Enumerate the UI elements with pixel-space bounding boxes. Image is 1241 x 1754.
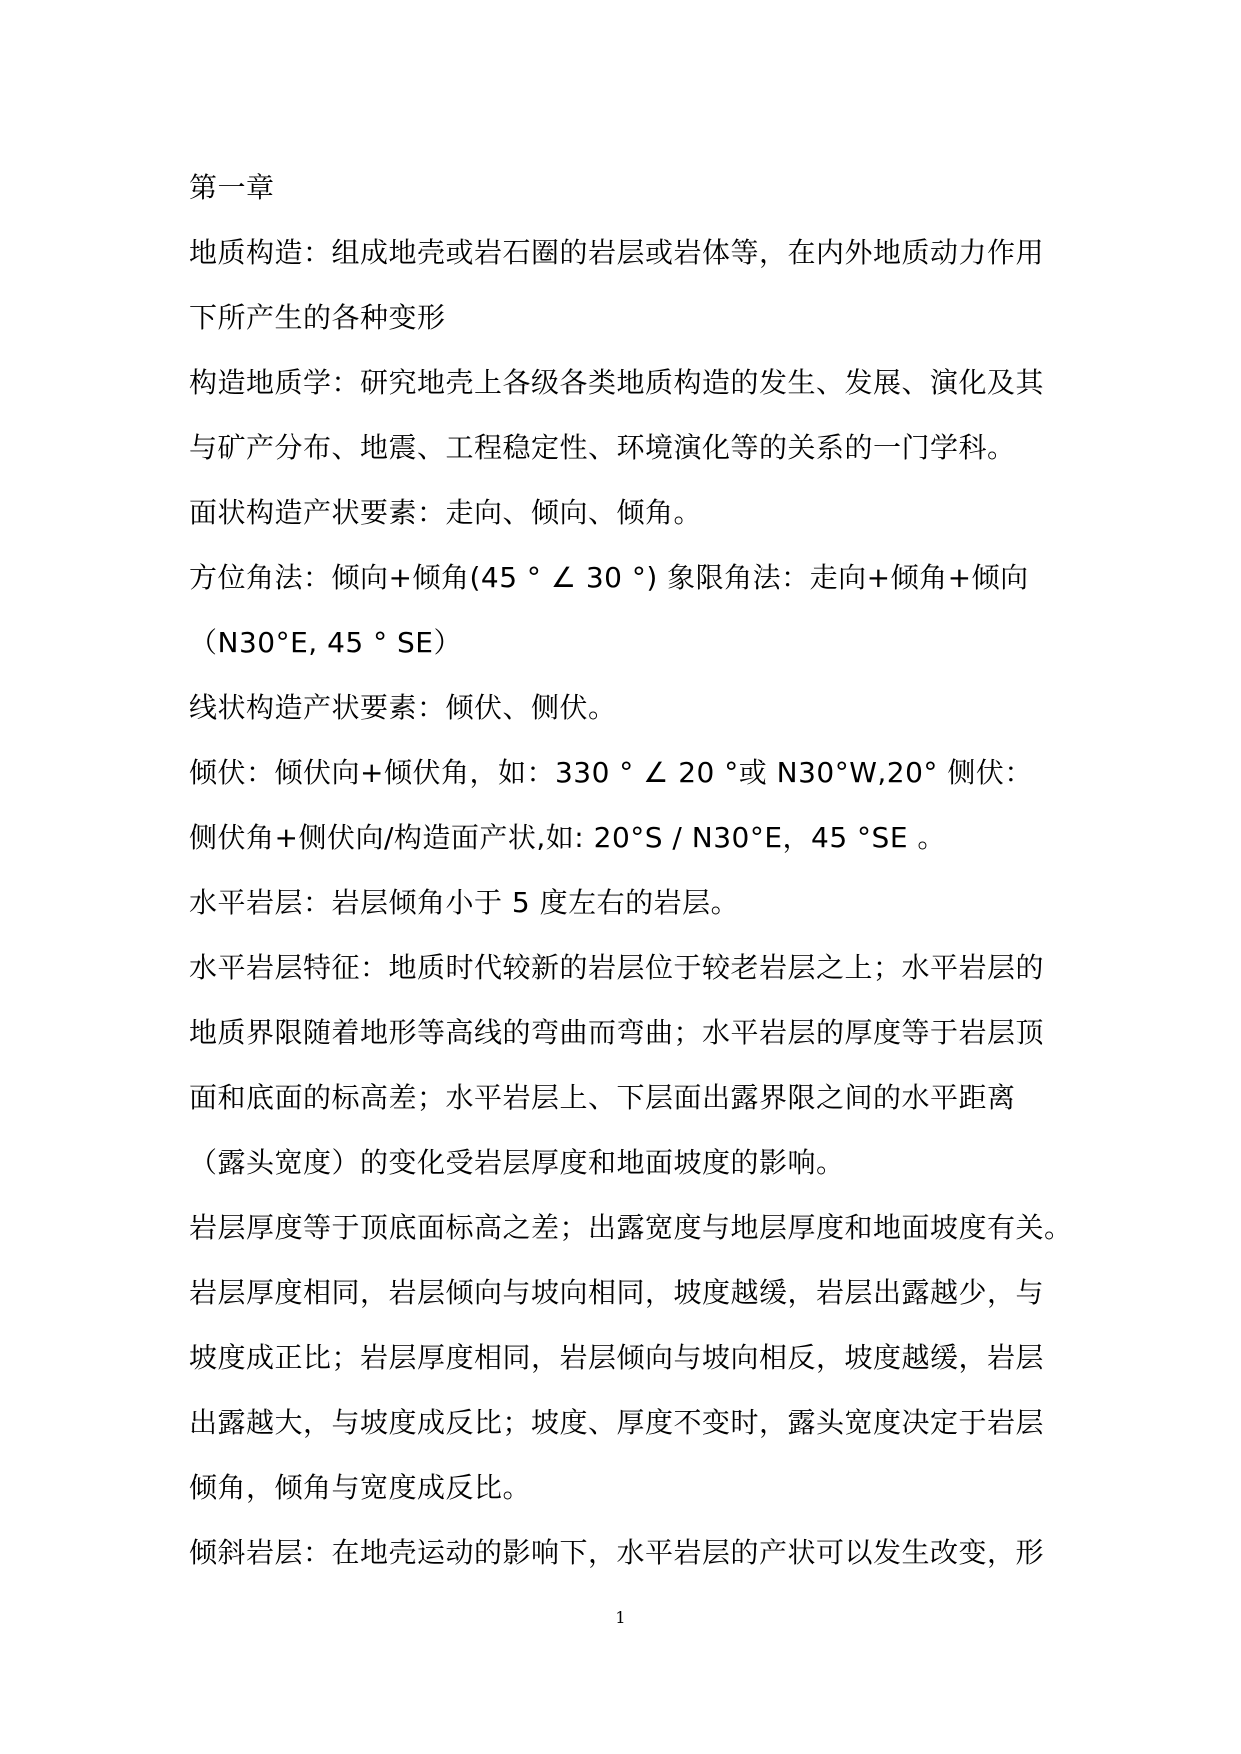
text-line: （N30°E, 45 ° SE） — [189, 626, 462, 659]
text-line: 岩层厚度等于顶底面标高之差；出露宽度与地层厚度和地面坡度有关。 — [189, 1211, 1073, 1244]
text-line: 下所产生的各种变形 — [189, 301, 446, 334]
document-body — [189, 155, 1089, 1585]
text-line: 面和底面的标高差；水平岩层上、下层面出露界限之间的水平距离 — [189, 1081, 1016, 1114]
text-line: 水平岩层：岩层倾角小于 5 度左右的岩层。 — [189, 886, 740, 919]
text-line: 出露越大，与坡度成反比；坡度、厚度不变时，露头宽度决定于岩层 — [189, 1406, 1045, 1439]
text-line: 岩层厚度相同，岩层倾向与坡向相同，坡度越缓，岩层出露越少，与 — [189, 1276, 1045, 1309]
text-line: 线状构造产状要素：倾伏、侧伏。 — [189, 691, 617, 724]
text-line: 坡度成正比；岩层厚度相同，岩层倾向与坡向相反，坡度越缓，岩层 — [189, 1341, 1045, 1374]
text-line: 水平岩层特征：地质时代较新的岩层位于较老岩层之上；水平岩层的 — [189, 951, 1045, 984]
text-line: 地质界限随着地形等高线的弯曲而弯曲；水平岩层的厚度等于岩层顶 — [189, 1016, 1045, 1049]
text-line: 倾角，倾角与宽度成反比。 — [189, 1471, 532, 1504]
text-line: 与矿产分布、地震、工程稳定性、环境演化等的关系的一门学科。 — [189, 431, 1016, 464]
text-line: 方位角法：倾向+倾角(45 ° ∠ 30 °) 象限角法：走向+倾角+倾向 — [189, 561, 1029, 594]
text-line: 面状构造产状要素：走向、倾向、倾角。 — [189, 496, 703, 529]
text-line: （露头宽度）的变化受岩层厚度和地面坡度的影响。 — [189, 1146, 845, 1179]
text-line: 构造地质学：研究地壳上各级各类地质构造的发生、发展、演化及其 — [189, 366, 1045, 399]
text-line: 侧伏角+侧伏向/构造面产状,如: 20°S / N30°E，45 °SE 。 — [189, 821, 946, 854]
text-line: 倾伏：倾伏向+倾伏角，如：330 ° ∠ 20 °或 N30°W,20° 侧伏： — [189, 756, 1033, 789]
text-line: 地质构造：组成地壳或岩石圈的岩层或岩体等，在内外地质动力作用 — [189, 236, 1045, 269]
page-number: 1 — [615, 1608, 626, 1627]
chapter-heading: 第一章 — [189, 171, 275, 204]
text-line: 倾斜岩层：在地壳运动的影响下，水平岩层的产状可以发生改变，形 — [189, 1536, 1045, 1569]
